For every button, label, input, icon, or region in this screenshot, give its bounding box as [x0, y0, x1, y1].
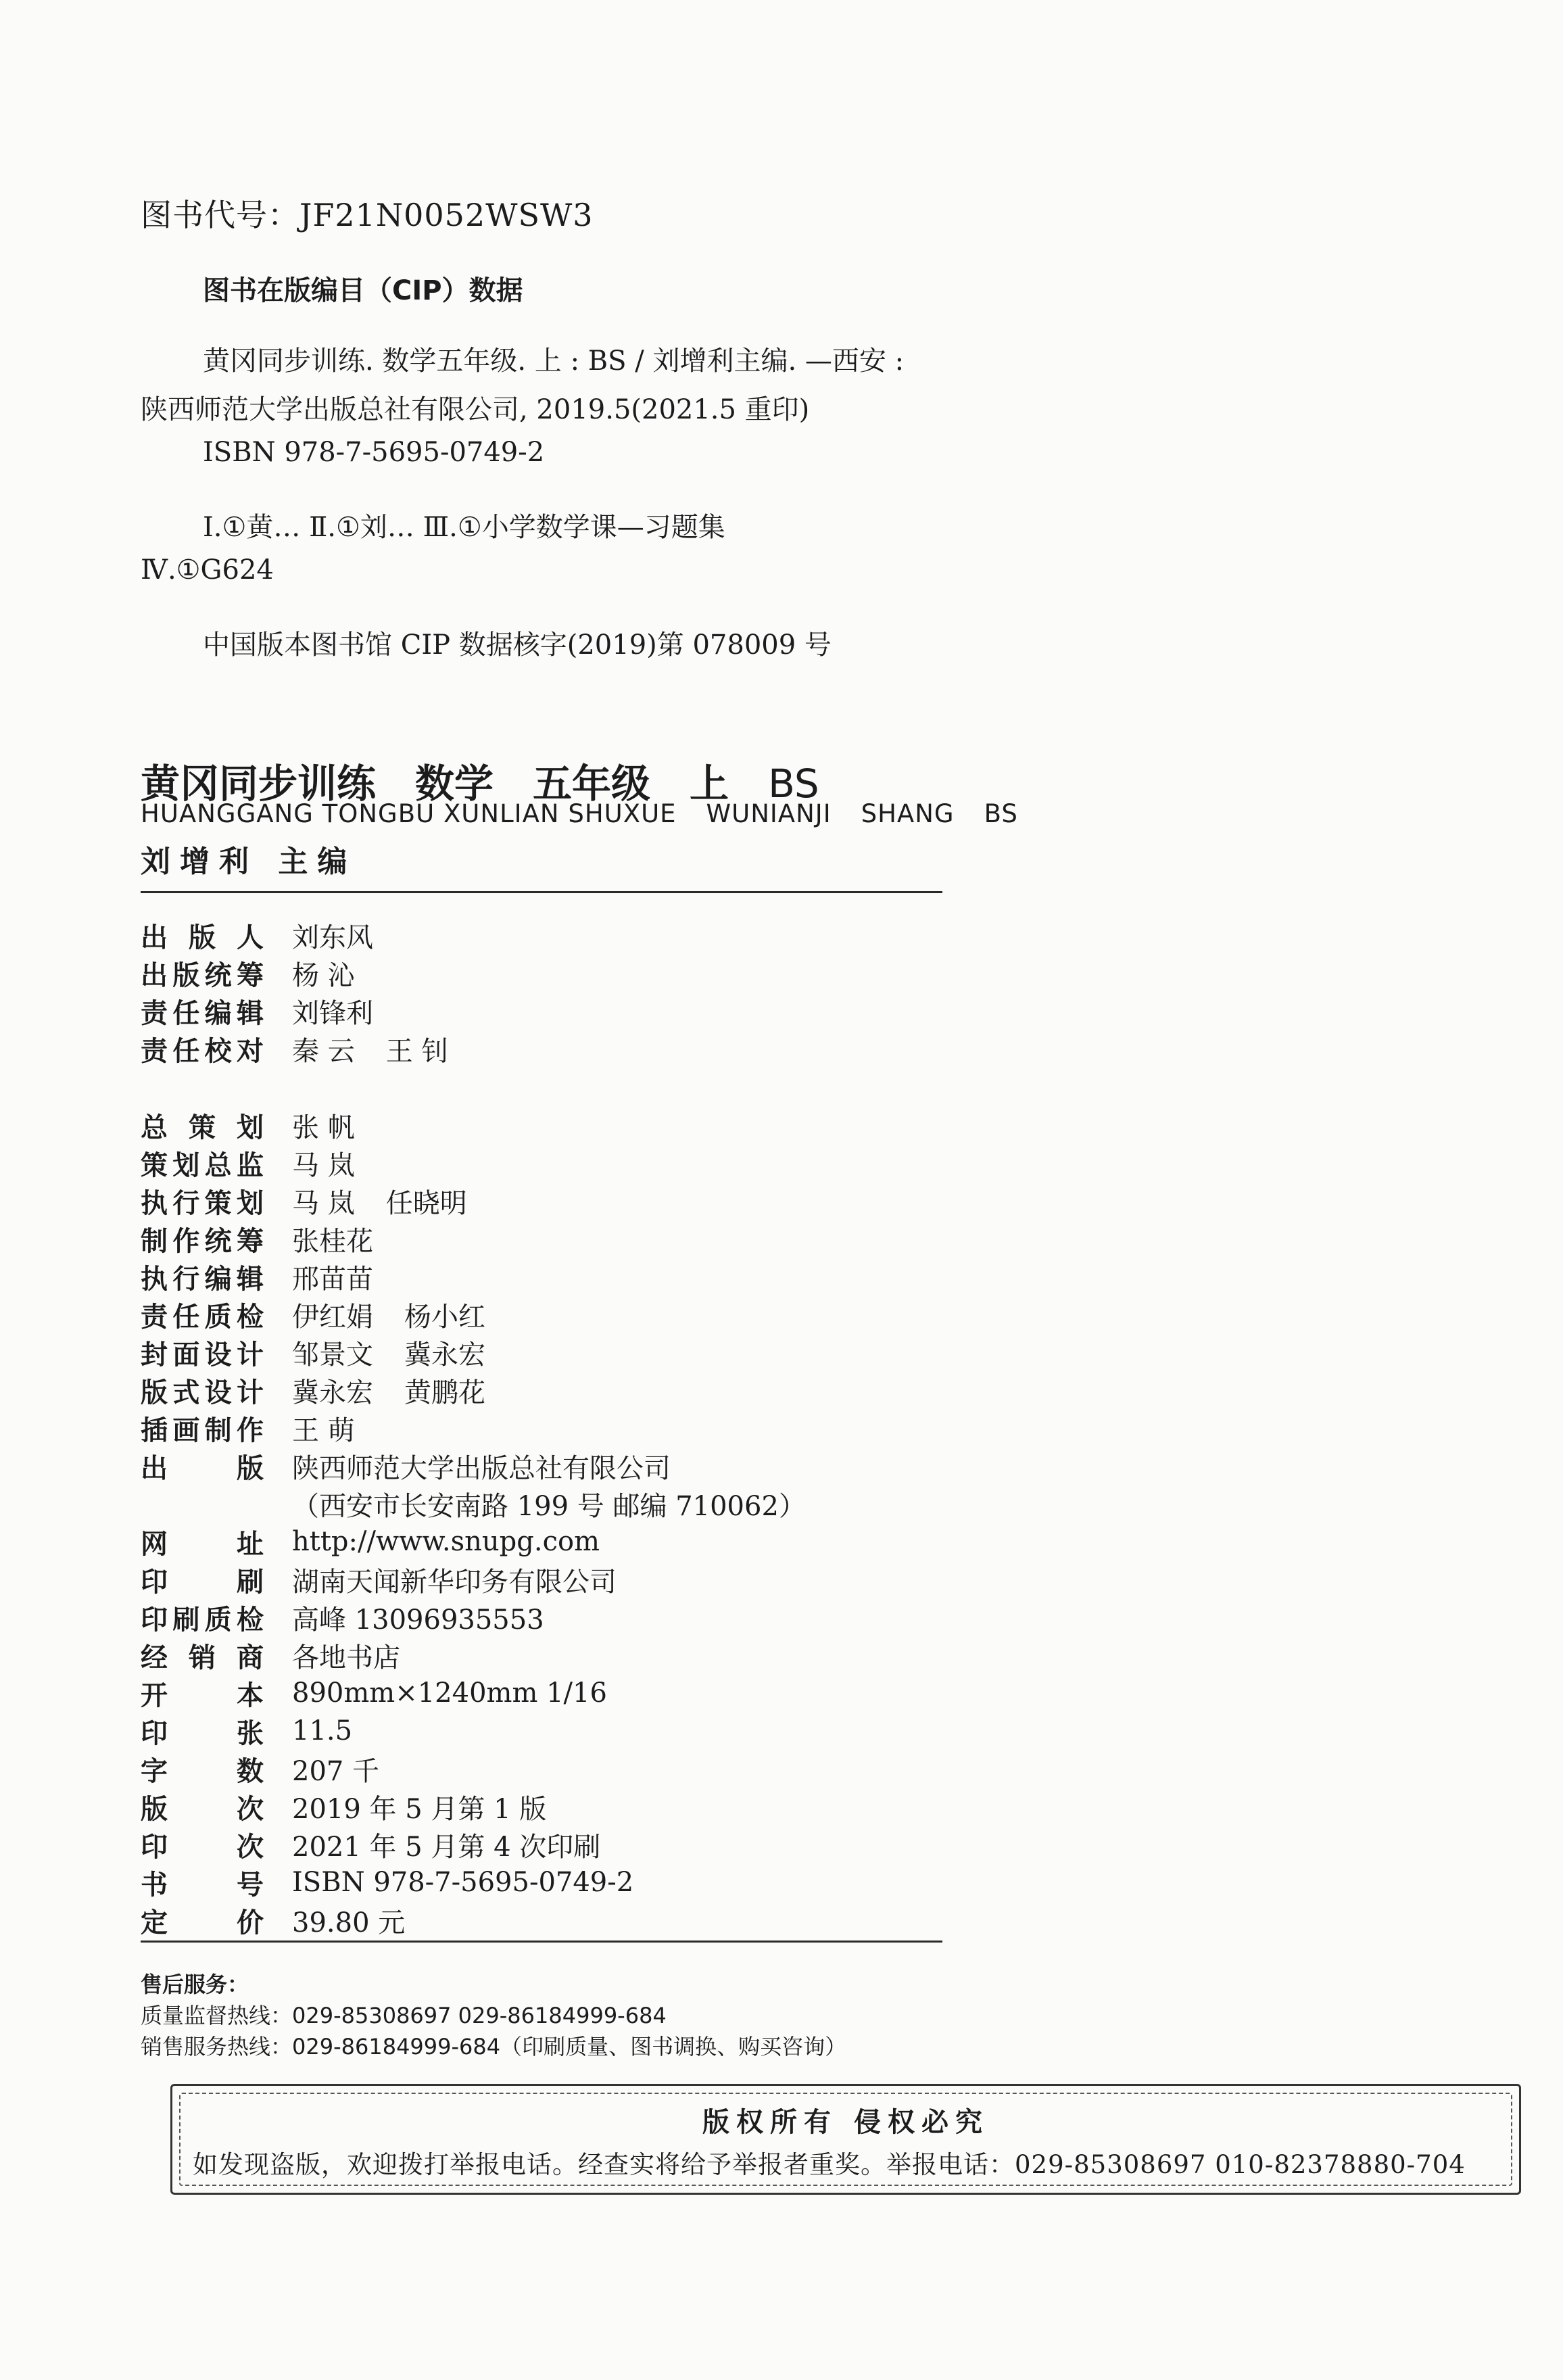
credit-row: [141, 1826, 631, 1863]
credit-row: [141, 992, 404, 1030]
credit-names: [292, 1867, 665, 1898]
cip-line: ISBN 978-7-5695-0749-2: [203, 437, 545, 468]
book-code: 图书代号：JF21N0052WSW3: [141, 197, 594, 233]
credit-names: [292, 1409, 386, 1448]
credit-role: 责任编辑: [141, 997, 264, 1029]
credit-role: 经销商: [141, 1642, 264, 1673]
credit-names: [292, 1788, 577, 1826]
credit-name: 207 千: [292, 1755, 380, 1787]
credit-name: 杨 沁: [292, 959, 355, 991]
pinyin-part: BS: [984, 799, 1018, 828]
credit-row: [141, 1863, 665, 1901]
credit-row: [141, 1788, 577, 1826]
copyright-text: 如发现盗版，欢迎拨打举报电话。经查实将给予举报者重奖。举报电话：029-85308697 010-82378880-704: [193, 2150, 1466, 2179]
credit-row: [141, 1409, 386, 1447]
credit-row: [141, 1220, 404, 1258]
credit-row: [141, 1182, 498, 1220]
credit-name: 890mm×1240mm 1/16: [292, 1677, 607, 1709]
credit-name: 2019 年 5 月第 1 版: [292, 1793, 547, 1825]
credit-names: [292, 1106, 386, 1145]
credit-name: 邹景文: [292, 1339, 373, 1371]
cip-line: 黄冈同步训练. 数学五年级. 上 : BS / 刘增利主编. —西安 :: [203, 346, 905, 377]
credit-name: 王 钊: [385, 1035, 449, 1067]
credit-names: [292, 1371, 516, 1410]
credit-names: [292, 916, 404, 955]
credit-name: 冀永宏: [292, 1377, 373, 1408]
credit-name: http://www.snupg.com: [292, 1526, 600, 1557]
credit-name: 黄鹏花: [404, 1377, 485, 1408]
pinyin-part: HUANGGANG TONGBU XUNLIAN SHUXUE: [141, 799, 677, 828]
credit-row: [141, 1523, 631, 1561]
credit-row: [141, 1447, 702, 1485]
credit-role: 责任质检: [141, 1301, 264, 1333]
credit-role: 网址: [141, 1528, 264, 1560]
credit-name: 伊红娟: [292, 1301, 373, 1333]
credit-names: [292, 1526, 631, 1557]
credit-names: [292, 1750, 410, 1788]
credit-names: [292, 1677, 638, 1709]
credit-row: [141, 1371, 516, 1409]
credit-names: [292, 1447, 702, 1485]
credit-row: [141, 1030, 479, 1068]
credit-name: 各地书店: [292, 1642, 400, 1673]
credit-role: 出版人: [141, 922, 264, 953]
credit-name: 任晓明: [385, 1187, 467, 1219]
book-title-pinyin: [141, 799, 1048, 828]
credit-role: 出版: [141, 1452, 264, 1484]
credit-role: 版式设计: [141, 1377, 264, 1408]
pinyin-part: SHANG: [861, 799, 955, 828]
credit-role: 封面设计: [141, 1339, 264, 1371]
divider: [141, 1941, 942, 1943]
credit-names: [292, 1030, 479, 1068]
credit-names: [292, 1598, 575, 1637]
cip-line: 陕西师范大学出版总社有限公司, 2019.5(2021.5 重印): [141, 394, 810, 425]
chief-editor: 刘增利 主编: [141, 844, 357, 879]
credit-name: 张桂花: [292, 1225, 373, 1257]
credit-row: [141, 1598, 575, 1636]
credit-row: [141, 1144, 386, 1182]
credit-row: [141, 1674, 638, 1712]
credit-role: 执行编辑: [141, 1263, 264, 1295]
credit-row: [141, 1712, 383, 1750]
credit-row: [141, 1561, 648, 1598]
credit-name: 2021 年 5 月第 4 次印刷: [292, 1831, 601, 1863]
cip-title: 图书在版编目（CIP）数据: [203, 275, 523, 306]
credit-names: [292, 1295, 516, 1334]
credit-name: 刘东风: [292, 922, 373, 953]
copyright-box: [170, 2084, 1521, 2195]
credit-role: 出版统筹: [141, 959, 264, 991]
title-part: 五年级: [533, 761, 651, 807]
credit-role: 版次: [141, 1793, 264, 1825]
title-part: 上: [690, 761, 729, 807]
credit-row: [141, 1295, 516, 1333]
credit-name: 王 萌: [292, 1414, 355, 1446]
credit-row: [141, 1258, 404, 1295]
credit-row: [141, 1106, 386, 1144]
credit-names: [292, 1258, 404, 1296]
credit-role: 定价: [141, 1907, 264, 1938]
credit-names: [292, 1715, 383, 1746]
credit-name: 马 岚: [292, 1149, 355, 1181]
credit-row: [141, 1901, 436, 1939]
credit-row: [141, 1333, 516, 1371]
credit-row: [141, 1485, 837, 1523]
credit-name: 高峰 13096935553: [292, 1604, 544, 1636]
credit-role: 字数: [141, 1755, 264, 1787]
title-part: 数学: [415, 761, 494, 807]
credit-name: 陕西师范大学出版总社有限公司: [292, 1452, 671, 1484]
credit-name: 邢苗苗: [292, 1263, 373, 1295]
service-title: 售后服务：: [141, 1972, 249, 1997]
credit-names: [292, 1561, 648, 1599]
credit-name: （西安市长安南路 199 号 邮编 710062）: [292, 1490, 806, 1522]
credit-row: [141, 954, 386, 992]
credit-names: [292, 1333, 516, 1372]
title-part: 黄冈同步训练: [141, 761, 377, 807]
pinyin-part: WUNIANJI: [706, 799, 832, 828]
credit-name: 湖南天闻新华印务有限公司: [292, 1566, 617, 1598]
credit-role: 印张: [141, 1717, 264, 1749]
credit-role: 印次: [141, 1831, 264, 1863]
copyright-title: 版权所有 侵权必究: [702, 2106, 989, 2138]
credit-names: [292, 1182, 498, 1220]
cip-line: 中国版本图书馆 CIP 数据核字(2019)第 078009 号: [203, 629, 832, 661]
credit-name: 39.80 元: [292, 1907, 406, 1938]
sales-hotline: 销售服务热线：029-86184999-684（印刷质量、图书调换、购买咨询）: [141, 2034, 847, 2060]
credit-names: [292, 992, 404, 1030]
credit-names: [292, 1144, 386, 1183]
credit-name: 张 帆: [292, 1112, 355, 1143]
credit-role: 开本: [141, 1680, 264, 1711]
quality-hotline: 质量监督热线：029-85308697 029-86184999-684: [141, 2003, 667, 2028]
credit-name: 11.5: [292, 1715, 353, 1746]
credit-name: 秦 云: [292, 1035, 355, 1067]
cip-line: Ⅳ.①G624: [141, 554, 274, 586]
credit-role: 制作统筹: [141, 1225, 264, 1257]
divider: [141, 891, 942, 893]
credit-names: [292, 1901, 436, 1940]
credit-names: [292, 1485, 837, 1523]
credit-role: 印刷质检: [141, 1604, 264, 1636]
credit-name: 杨小红: [404, 1301, 485, 1333]
credit-row: [141, 1636, 431, 1674]
credit-names: [292, 954, 386, 993]
credit-name: ISBN 978-7-5695-0749-2: [292, 1867, 634, 1898]
credit-role: 策划总监: [141, 1149, 264, 1181]
credit-role: 书号: [141, 1869, 264, 1901]
credit-names: [292, 1636, 431, 1675]
credit-row: [141, 1750, 410, 1788]
credit-names: [292, 1220, 404, 1258]
credit-row: [141, 916, 404, 954]
credit-names: [292, 1826, 631, 1864]
cip-line: Ⅰ.①黄… Ⅱ.①刘… Ⅲ.①小学数学课—习题集: [203, 512, 725, 543]
credit-name: 冀永宏: [404, 1339, 485, 1371]
credit-role: 执行策划: [141, 1187, 264, 1219]
credit-role: 责任校对: [141, 1035, 264, 1067]
credit-name: 刘锋利: [292, 997, 373, 1029]
credit-role: 印刷: [141, 1566, 264, 1598]
title-part: BS: [768, 761, 819, 807]
credit-name: 马 岚: [292, 1187, 355, 1219]
credit-role: 总策划: [141, 1112, 264, 1143]
credit-role: 插画制作: [141, 1414, 264, 1446]
